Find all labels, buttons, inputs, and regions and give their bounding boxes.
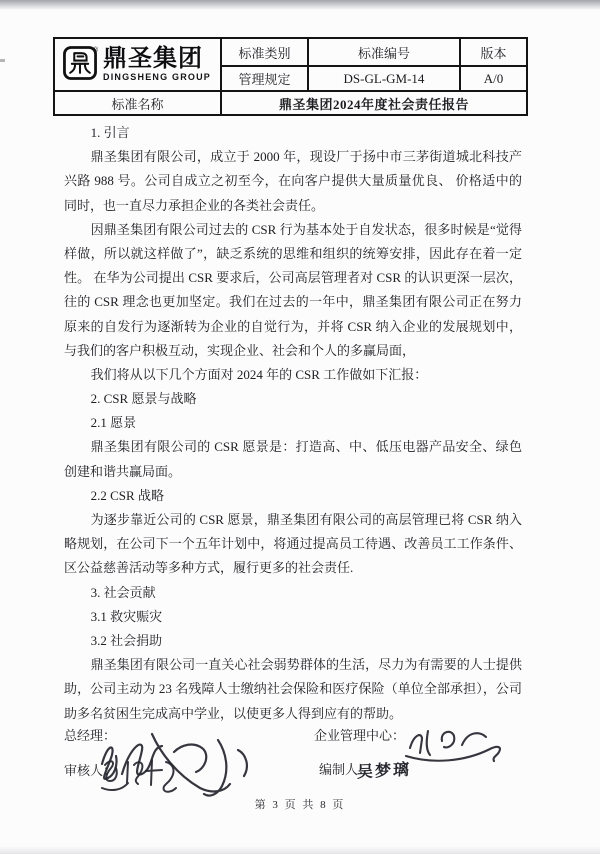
body-line: 3. 社会贡献: [90, 584, 156, 600]
body-line: 鼎圣集团有限公司，成立于 2000 年，现设厂于扬中市三茅街道城北科技产: [90, 149, 522, 165]
reviewer-signature: [96, 752, 184, 796]
management-center-label: 企业管理中心：: [314, 728, 406, 743]
body-line: 助多名贫困生完成高中学业，以使更多人得到应有的帮助。: [64, 705, 403, 721]
body-line: 区公益慈善活动等多种方式，履行更多的社会责任.: [64, 560, 354, 576]
body-line: 样做，所以就这样做了”，缺乏系统的思维和组织的统筹安排，因此存在着一定: [64, 245, 522, 261]
signature-section: [64, 720, 534, 798]
body-line: 原来的自发行为逐渐转为企业的自觉行为，并将 CSR 纳入企业的发展规划中，: [64, 318, 522, 334]
body-line: 1. 引言: [90, 125, 130, 140]
general-manager-label: 总经理：: [64, 728, 117, 743]
compiler-signature: 吴梦璃: [356, 761, 412, 782]
standard-category-value: 管理规定: [221, 66, 308, 91]
standard-category-label: 标准类别: [221, 38, 308, 66]
document-title: 鼎圣集团2024年度社会责任报告: [221, 91, 527, 115]
body-line: 创建和谐共赢局面。: [64, 463, 182, 479]
document-header-table: [53, 37, 528, 116]
scan-edge-artifact-top: [0, 0, 600, 10]
version-label: 版本: [460, 38, 527, 66]
logo-company-name-cn: 鼎圣集团: [103, 45, 203, 72]
body-line: 2.1 愿景: [90, 415, 137, 431]
body-line: 因鼎圣集团有限公司过去的 CSR 行为基本处于自发状态，很多时候是“觉得: [90, 221, 522, 237]
body-line: 兴路 988 号。公司自成立之初至今，在向客户提供大量质量优良、 价格适中的: [64, 173, 522, 189]
scan-edge-artifact-bottom: [0, 846, 600, 854]
scan-edge-artifact-left: [0, 59, 5, 62]
body-line: 我们将从以下几个方面对 2024 年的 CSR 工作做如下汇报：: [90, 366, 428, 382]
management-center-signature: [400, 722, 508, 766]
document-body: [64, 121, 522, 726]
body-line: 往的 CSR 理念也更加坚定。我们在过去的一年中，鼎圣集团有限公司正在努力: [64, 294, 522, 310]
body-line: 略规划，在公司下一个五年计划中，将通过提高员工待遇、改善员工工作条件、: [64, 536, 522, 552]
reviewer-label: 审核人：: [64, 763, 117, 778]
standard-name-label: 标准名称: [54, 91, 221, 115]
page-number: 第 3 页 共 8 页: [254, 799, 346, 811]
logo-company-name-en: DINGSHENG GROUP: [103, 72, 212, 82]
body-line: 与我们的客户积极互动，实现企业、社会和个人的多赢局面，: [64, 342, 416, 358]
body-line: 2.2 CSR 战略: [90, 487, 164, 503]
registered-trademark-symbol: ®: [93, 46, 99, 54]
logo-cell: [54, 38, 221, 91]
body-line: 性。 在华为公司提出 CSR 要求后，公司高层管理者对 CSR 的认识更深一层次，: [64, 270, 522, 286]
body-line: 同时，也一直尽力承担企业的各类社会责任。: [64, 197, 325, 213]
standard-number-label: 标准编号: [308, 38, 460, 66]
compiler-label: 编制人：: [319, 762, 372, 777]
body-line: 3.1 救灾赈灾: [90, 608, 163, 624]
body-line: 2. CSR 愿景与战略: [90, 391, 197, 407]
body-line: 助，公司主动为 23 名残障人士缴纳社会保险和医疗保险（单位全部承担），公司: [64, 681, 522, 697]
body-line: 3.2 社会捐助: [90, 632, 163, 648]
body-line: 为逐步靠近公司的 CSR 愿景，鼎圣集团有限公司的高层管理已将 CSR 纳入: [90, 512, 522, 527]
body-line: 鼎圣集团有限公司的 CSR 愿景是：打造高、中、低压电器产品安全、绿色: [90, 439, 522, 455]
version-value: A/0: [460, 66, 527, 91]
body-line: 鼎圣集团有限公司一直关心社会弱势群体的生活，尽力为有需要的人士提供: [90, 657, 522, 673]
standard-number-value: DS-GL-GM-14: [308, 66, 460, 91]
